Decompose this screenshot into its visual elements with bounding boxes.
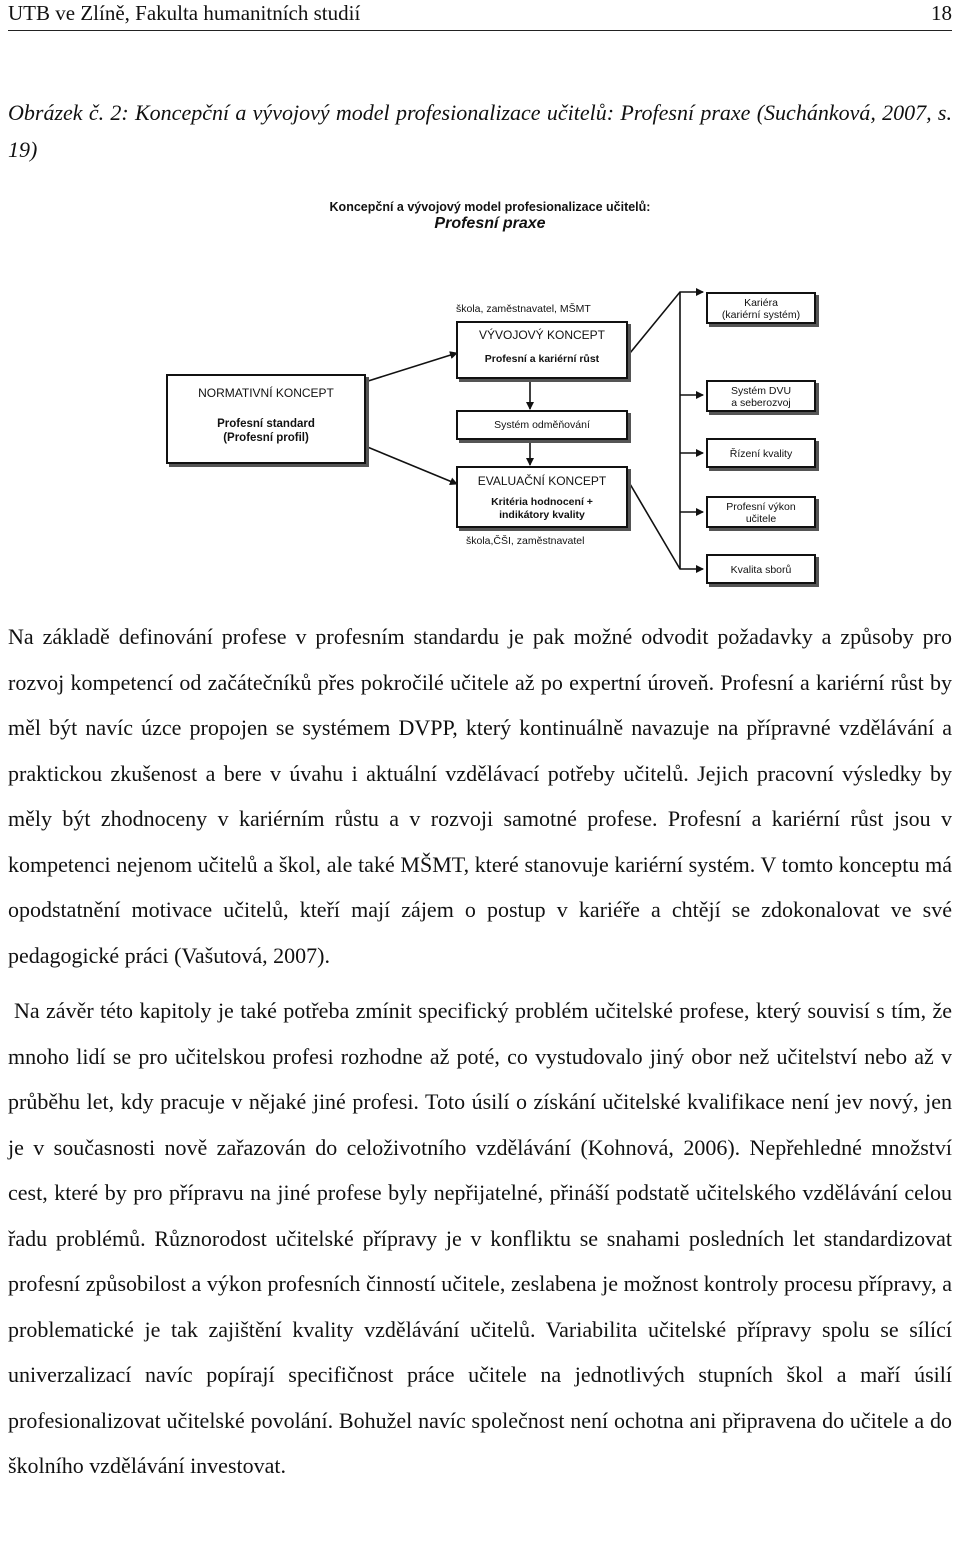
box-kariera [706,292,816,324]
odmenovani-label: Systém odměňování [494,419,590,431]
diagram-subtitle: Profesní praxe [434,215,546,232]
arrow-normativni-vyvojovy [365,353,457,382]
vykon-line2: učitele [745,513,777,525]
vyvojovy-heading: VÝVOJOVÝ KONCEPT [478,328,606,342]
box-profesni-vykon [706,496,816,528]
kariera-line2: (kariérní systém) [721,309,801,321]
evaluacni-heading: EVALUAČNÍ KONCEPT [477,474,607,488]
evaluacni-sub2: indikátory kvality [499,509,585,521]
arrow-normativni-evaluacni [365,446,457,484]
box-evaluacni-koncept [456,466,628,528]
normativni-sub1: Profesní standard [217,418,315,430]
arrow-to-kariera [630,292,703,353]
arrow-to-kvalita [630,484,703,569]
dvu-line2: a seberozvoj [731,397,791,409]
kariera-line1: Kariéra [744,297,778,309]
vykon-line1: Profesní výkon [726,501,796,513]
dvu-line1: Systém DVU [730,385,792,397]
label-skola-msmt: škola, zaměstnavatel, MŠMT [456,303,591,315]
box-system-odmenovani [456,410,628,440]
normativni-sub2: (Profesní profil) [223,432,309,444]
body-text [8,614,952,1489]
figure-caption: Obrázek č. 2: Koncepční a vývojový model profesionalizace učitelů: Profesní praxe (Suchánková, 2007, s. 19) [8,100,952,162]
box-system-dvu [706,380,816,412]
paragraph-2: Na závěr této kapitoly je také potřeba zmínit specifický problém učitelské profese, který souvisí s tím, že mnoho lidí se pro učitelskou profesi rozhodne až poté, co vystudovalo jiný obor než učitelství nebo až v průběhu let, kdy pracuje v nějaké jiné profesi. Toto úsilí o získání učitelské kvalifikace není jev nový, jen je v současnosti nově zařazován do celoživotního vzdělávání (Kohnová, 2006). Nepřehledné množství cest, které by pro přípravu na jiné profese byly nepřijatelné, přináší podstatě učitelského vzdělávání celou řadu problémů. Různorodost učitelské přípravy je v konfliktu se snahami posledních let standardizovat profesní způsobilost a výkon profesních činností učitele, zeslabena je možnost kontroly procesu přípravy, a problematické je tak zajištění kvality vzdělávání učitelů. Variabilita učitelské přípravy spolu se sílící univerzalizací navíc popírají specifičnost práce učitele na jednotlivých stupních škol a maří úsilí profesionalizovat učitelské povolání. Bohužel navíc společnost není ochotna ani připravena do učitele a do školního vzdělávání investovat. [8,998,952,1478]
box-normativni-koncept [166,374,366,464]
evaluacni-sub1: Kritéria hodnocení + [491,496,593,508]
page-header [8,0,952,31]
normativni-heading: NORMATIVNÍ KONCEPT [198,386,334,400]
header-title: UTB ve Zlíně, Fakulta humanitních studií [8,1,361,25]
diagram-title: Koncepční a vývojový model profesionalizace učitelů: [329,200,651,214]
label-skola-csi: škola,ČŠI, zaměstnavatel [466,535,585,547]
kvalita-sboru-label: Kvalita sborů [730,564,792,576]
box-rizeni-kvality [706,438,816,468]
concept-diagram [160,190,820,590]
page-number: 18 [931,1,952,25]
rizeni-kvality-label: Řízení kvality [729,448,793,460]
box-kvalita-sboru [706,554,816,584]
vyvojovy-sub: Profesní a kariérní růst [484,353,600,365]
paragraph-1: Na základě definování profese v profesním standardu je pak možné odvodit požadavky a způsoby pro rozvoj kompetencí od začátečníků přes pokročilé učitele až po expertní úroveň. Profesní a kariérní růst by měl být navíc úzce propojen se systémem DVPP, který kontinuálně navazuje na přípravné vzdělávání a praktickou zkušenost a bere v úvahu i aktuální vzdělávací potřeby učitelů. Jejich pracovní výsledky by měly být zhodnoceny v kariérním růstu a v rozvoji samotné profese. Profesní a kariérní růst jsou v kompetenci nejenom učitelů a škol, ale také MŠMT, které stanovuje kariérní systém. V tomto konceptu má opodstatnění motivace učitelů, kteří mají zájem o postup v kariéře a chtějí se zdokonalovat ve své pedagogické práci (Vašutová, 2007). [8,624,952,968]
box-vyvojovy-koncept [456,321,628,379]
